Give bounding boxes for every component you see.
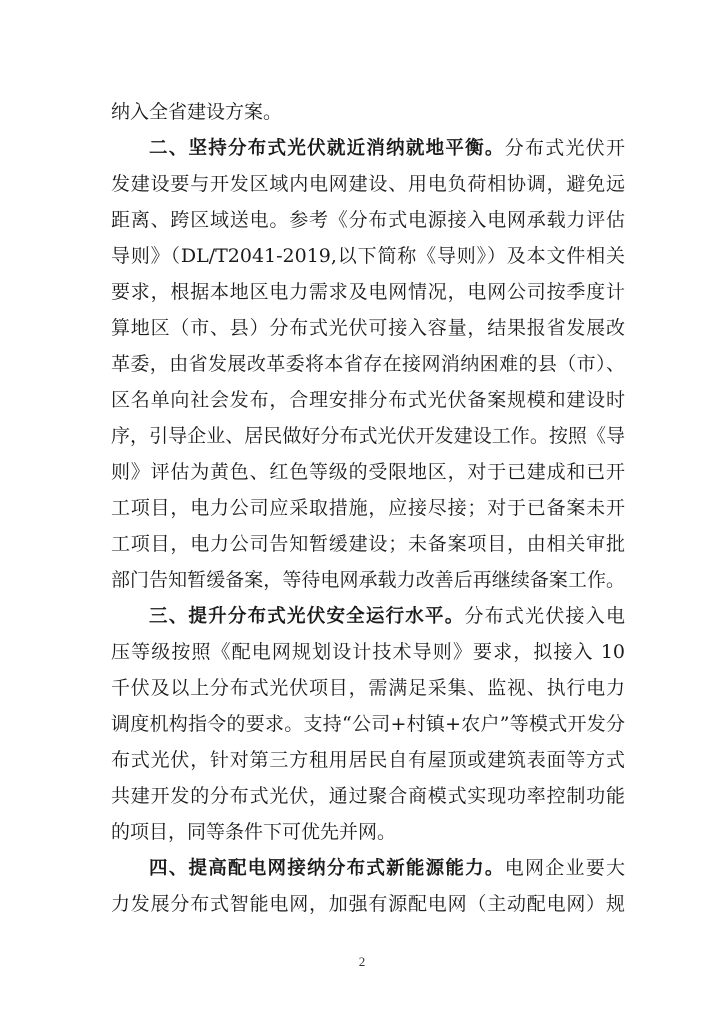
paragraph-line: 调度机构指令的要求。支持“公司+村镇+农户”等模式开发分 [111, 713, 625, 735]
paragraph-line: 纳入全省建设方案。 [111, 101, 283, 123]
section-heading: 四、提高配电网接纳分布式新能源能力。 [149, 858, 505, 879]
section-heading: 三、提升分布式光伏安全运行水平。 [149, 606, 465, 627]
section-three-first-line [111, 598, 625, 634]
document-body [111, 94, 625, 922]
paragraph-text: 分布式光伏接入电 [464, 605, 625, 627]
paragraph-line: 则》评估为黄色、红色等级的受限地区，对于已建成和已开 [111, 461, 625, 483]
paragraph-line: 革委，由省发展改革委将本省存在接网消纳困难的县（市）、 [111, 353, 625, 375]
section-two-first-line [111, 130, 625, 166]
section-heading: 二、坚持分布式光伏就近消纳就地平衡。 [149, 138, 505, 159]
paragraph-line: 算地区（市、县）分布式光伏可接入容量，结果报省发展改 [111, 317, 625, 339]
paragraph-line: 导则》（DL/T2041-2019,以下简称《导则》）及本文件相关 [111, 245, 625, 267]
paragraph-line: 工项目，电力公司告知暂缓建设；未备案项目，由相关审批 [111, 533, 625, 555]
paragraph-line: 布式光伏，针对第三方租用居民自有屋顶或建筑表面等方式 [111, 749, 625, 771]
paragraph-line: 序，引导企业、居民做好分布式光伏开发建设工作。按照《导 [111, 425, 625, 447]
paragraph-line: 部门告知暂缓备案，等待电网承载力改善后再继续备案工作。 [111, 569, 625, 591]
paragraph-line: 要求，根据本地区电力需求及电网情况，电网公司按季度计 [111, 281, 625, 303]
paragraph-line: 力发展分布式智能电网，加强有源配电网（主动配电网）规 [111, 893, 625, 915]
paragraph-line: 的项目，同等条件下可优先并网。 [111, 821, 397, 843]
paragraph-line: 压等级按照《配电网规划设计技术导则》要求，拟接入 10 [111, 641, 625, 663]
paragraph-line: 共建开发的分布式光伏，通过聚合商模式实现功率控制功能 [111, 785, 625, 807]
section-four-first-line [111, 850, 625, 886]
paragraph-line: 千伏及以上分布式光伏项目，需满足采集、监视、执行电力 [111, 677, 625, 699]
paragraph-line: 距离、跨区域送电。参考《分布式电源接入电网承载力评估 [111, 209, 625, 231]
paragraph-text: 分布式光伏开 [504, 137, 625, 159]
paragraph-line: 发建设要与开发区域内电网建设、用电负荷相协调，避免远 [111, 173, 625, 195]
page-number: 2 [358, 954, 366, 969]
paragraph-text: 电网企业要大 [504, 857, 625, 879]
paragraph-line: 区名单向社会发布，合理安排分布式光伏备案规模和建设时 [111, 389, 625, 411]
paragraph-line: 工项目，电力公司应采取措施，应接尽接；对于已备案未开 [111, 497, 625, 519]
